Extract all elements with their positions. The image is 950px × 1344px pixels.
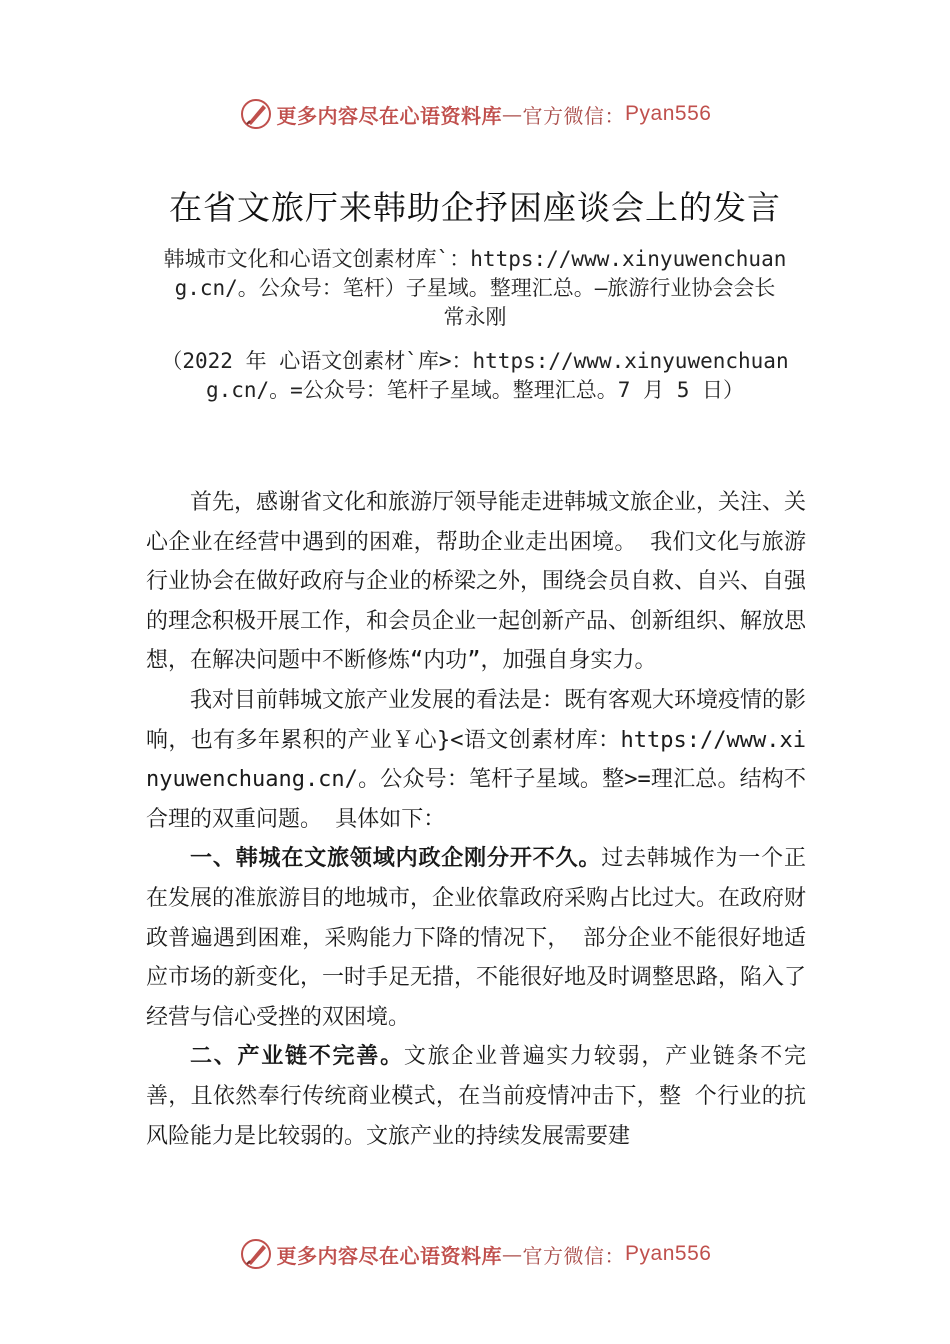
banner-brand: 更多内容尽在心语资料库 [276, 103, 503, 128]
paragraph-heading: 一、韩城在文旅领域内政企刚分开不久。 [190, 845, 602, 872]
paragraph-text: 首先，感谢省文化和旅游厅领导能走进韩城文旅企业，关注、关心企业在经营中遇到的困难，帮助企业走出困境。 我们文化与旅游行业协会在做好政府与企业的桥梁之外，围绕会员自救、自兴、自强的理念积极开展工作，和会员企业一起创新产品、创新组织、解放思想，在解决问题中不断修炼“内功”，加强自身实力。 [146, 490, 807, 674]
paragraph [146, 839, 806, 1037]
paragraph [146, 681, 806, 839]
quill-pen-icon [239, 97, 273, 131]
paragraph-text: 文旅企业普遍实力较弱，产业链条不完善，且依然奉行传统商业模式，在当前疫情冲击下，整 个行业的抗风险能力是比较弱的。文旅产业的持续发展需要建 [146, 1044, 806, 1149]
banner-separator: — [502, 1242, 523, 1266]
banner-wechat-id: Pyan556 [625, 102, 712, 125]
banner-separator: — [502, 102, 523, 126]
banner-brand: 更多内容尽在心语资料库 [276, 1243, 503, 1268]
paragraph-heading: 二、产业链不完善。 [190, 1043, 404, 1070]
author-line: 韩城市文化和心语文创素材库`：https://www.xinyuwenchuang.cn/。公众号：笔杆）子星域。整理汇总。—旅游行业协会会长 常永刚 [163, 247, 787, 329]
document-body [146, 483, 806, 1156]
banner-wechat-label: 官方微信： [522, 1243, 626, 1268]
paragraph [146, 1037, 806, 1156]
paragraph-text: 过去韩城作为一个正在发展的准旅游目的地城市，企业依靠政府采购占比过大。在政府财政普遍遇到困难，采购能力下降的情况下， 部分企业不能很好地适应市场的新变化，一时手足无措，不能很好地及时调整思路，陷入了经营与信心受挫的双困境。 [146, 846, 807, 1030]
header-banner [0, 94, 950, 134]
quill-pen-icon [239, 1237, 273, 1271]
banner-wechat-label: 官方微信： [522, 103, 626, 128]
paragraph [146, 483, 806, 681]
footer-banner [0, 1234, 950, 1274]
banner-wechat-id: Pyan556 [625, 1242, 712, 1265]
document-title: 在省文旅厅来韩助企抒困座谈会上的发言 [169, 188, 781, 227]
paragraph-text: 我对目前韩城文旅产业发展的看法是：既有客观大环境疫情的影响，也有多年累积的产业￥心}<语文创素材库：https://www.xinyuwenchuang.cn/。公众号：笔杆子星域。整>=理汇总。结构不合理的双重问题。 具体如下： [146, 687, 807, 832]
date-line: （2022 年 心语文创素材`库>：https://www.xinyuwenchuang.cn/。=公众号：笔杆子星域。整理汇总。7 月 5 日） [161, 349, 789, 402]
